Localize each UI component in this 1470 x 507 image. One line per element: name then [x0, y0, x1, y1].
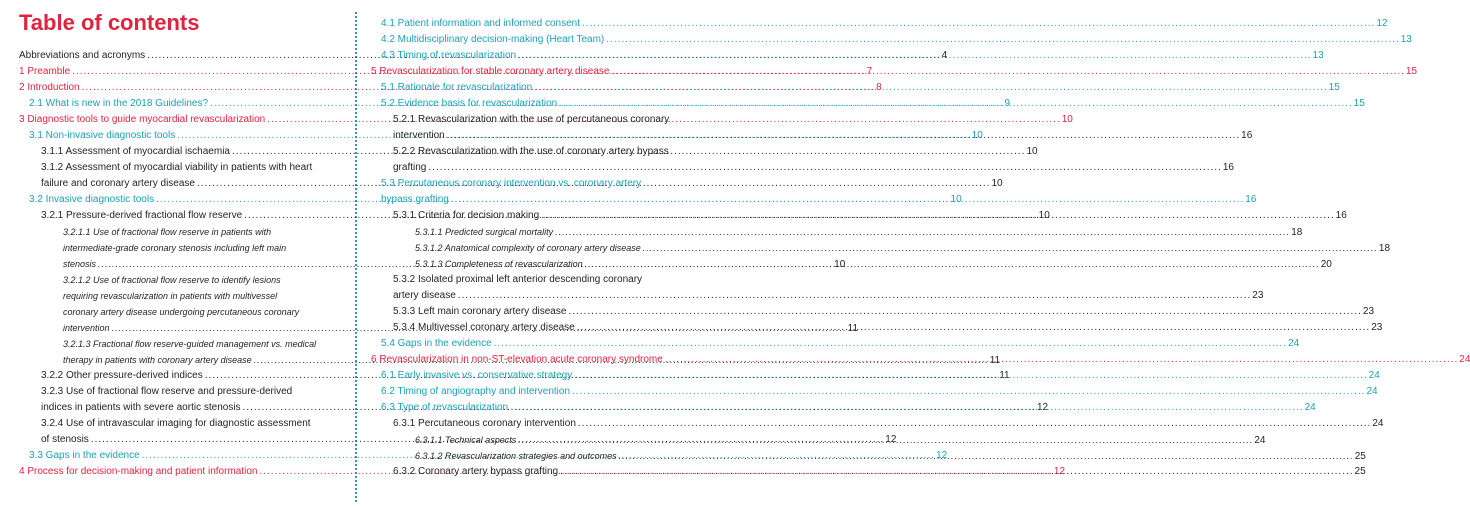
toc-entry[interactable]: 5.3.1.3 Completeness of revascularization ..... 20: [415, 258, 693, 271]
toc-entry[interactable]: bypass grafting ..... 16: [381, 194, 693, 206]
toc-entry-line[interactable]: 5.2.1 Revascularization with the use of percutaneous coronary: [393, 114, 670, 125]
toc-entry[interactable]: 2 Introduction ..... 8: [19, 82, 340, 94]
toc-entry-line[interactable]: 3.2.1.2 Use of fractional flow reserve to identify lesions: [63, 275, 281, 285]
toc-entry-line[interactable]: coronary artery disease undergoing percutaneous coronary: [63, 307, 300, 317]
toc-entry[interactable]: Abbreviations and acronyms ..... 4: [19, 50, 340, 62]
page-title: Table of contents: [19, 10, 200, 35]
toc-entry[interactable]: 5.1 Rationale for revascularization ..... 15: [381, 82, 693, 94]
toc-entry[interactable]: stenosis ..... 10: [63, 258, 340, 271]
toc-entry[interactable]: failure and coronary artery disease ..... 10: [41, 178, 340, 190]
toc-entry-line[interactable]: 5.3.2 Isolated proximal left anterior descending coronary: [393, 274, 643, 285]
toc-entry-line[interactable]: 3.2.1.3 Fractional flow reserve-guided management vs. medical: [63, 339, 317, 349]
toc-entry[interactable]: of stenosis ..... 12: [41, 434, 340, 446]
toc-entry[interactable]: 6.3.1.2 Revascularization strategies and outcomes ..... 25: [415, 450, 693, 463]
toc-entry[interactable]: 5.3.4 Multivessel coronary artery disease ..... 23: [393, 322, 693, 334]
toc-entry[interactable]: 5.3.1.1 Predicted surgical mortality ..... 18: [415, 226, 693, 239]
toc-entry[interactable]: intervention ..... 16: [393, 130, 693, 142]
toc-entry-line[interactable]: 3.2.3 Use of fractional flow reserve and pressure-derived: [41, 386, 293, 397]
toc-entry[interactable]: 4.3 Timing of revascularization ..... 13: [381, 50, 693, 62]
toc-entry-line[interactable]: 3.2.4 Use of intravascular imaging for diagnostic assessment: [41, 418, 311, 429]
toc-entry[interactable]: 1 Preamble ..... 7: [19, 66, 340, 78]
toc-entry[interactable]: 6.1 Early invasive vs. conservative strategy ..... 24: [381, 370, 693, 382]
toc-entry[interactable]: 3.2.1 Pressure-derived fractional flow reserve ..... 10: [41, 210, 340, 222]
toc-entry[interactable]: 6.3.1 Percutaneous coronary intervention ..... 24: [393, 418, 693, 430]
toc-entry[interactable]: 6 Revascularization in non-ST-elevation acute coronary syndrome ..... 24: [371, 354, 693, 366]
toc-entry[interactable]: intervention ..... 11: [63, 322, 340, 335]
toc-entry-line[interactable]: intermediate-grade coronary stenosis including left main: [63, 243, 287, 253]
toc-entry[interactable]: 6.3 Type of revascularization ..... 24: [381, 402, 693, 414]
toc-entry[interactable]: 3.2.2 Other pressure-derived indices ..... 11: [41, 370, 340, 382]
toc-entry[interactable]: 3.1.1 Assessment of myocardial ischaemia ..... 10: [41, 146, 340, 158]
toc-entry[interactable]: 4.2 Multidisciplinary decision-making (Heart Team) ..... 13: [381, 34, 693, 46]
toc-entry[interactable]: artery disease ..... 23: [393, 290, 693, 302]
toc-entry[interactable]: 5.3.1.2 Anatomical complexity of coronary artery disease ..... 18: [415, 242, 693, 255]
toc-entry[interactable]: 3.2 Invasive diagnostic tools ..... 10: [29, 194, 340, 206]
toc-entry-line[interactable]: 3.1.2 Assessment of myocardial viability in patients with heart: [41, 162, 313, 173]
toc-entry[interactable]: 6.3.1.1 Technical aspects ..... 24: [415, 434, 693, 447]
toc-entry-line[interactable]: 5.3 Percutaneous coronary intervention vs. coronary artery: [381, 178, 642, 189]
toc-entry[interactable]: 3.1 Non-invasive diagnostic tools ..... 10: [29, 130, 340, 142]
toc-entry[interactable]: 4 Process for decision-making and patient information ..... 12: [19, 466, 340, 478]
toc-entry-line[interactable]: requiring revascularization in patients with multivessel: [63, 291, 278, 301]
toc-entry[interactable]: grafting ..... 16: [393, 162, 693, 174]
toc-entry[interactable]: indices in patients with severe aortic stenosis ..... 12: [41, 402, 340, 414]
toc-entry-line[interactable]: 3.2.1.1 Use of fractional flow reserve in patients with: [63, 227, 272, 237]
toc-entry[interactable]: 5.4 Gaps in the evidence ..... 24: [381, 338, 693, 350]
toc-entry-line[interactable]: 5.2.2 Revascularization with the use of coronary artery bypass: [393, 146, 669, 157]
toc-entry[interactable]: 5.3.1 Criteria for decision making ..... 16: [393, 210, 693, 222]
toc-entry[interactable]: 6.3.2 Coronary artery bypass grafting ..... 25: [393, 466, 693, 478]
toc-entry[interactable]: 3 Diagnostic tools to guide myocardial revascularization ..... 10: [19, 114, 340, 126]
toc-entry[interactable]: 3.3 Gaps in the evidence ..... 12: [29, 450, 340, 462]
toc-entry[interactable]: 5.2 Evidence basis for revascularization ..... 15: [381, 98, 693, 110]
toc-entry[interactable]: 6.2 Timing of angiography and intervention ..... 24: [381, 386, 693, 398]
toc-entry[interactable]: 4.1 Patient information and informed consent ..... 12: [381, 18, 693, 30]
toc-entry[interactable]: therapy in patients with coronary artery disease ..... 11: [63, 354, 340, 367]
toc-entry[interactable]: 2.1 What is new in the 2018 Guidelines? ..... 9: [29, 98, 340, 110]
toc-entry[interactable]: 5 Revascularization for stable coronary artery disease ..... 15: [371, 66, 693, 78]
toc-entry[interactable]: 5.3.3 Left main coronary artery disease ..... 23: [393, 306, 693, 318]
